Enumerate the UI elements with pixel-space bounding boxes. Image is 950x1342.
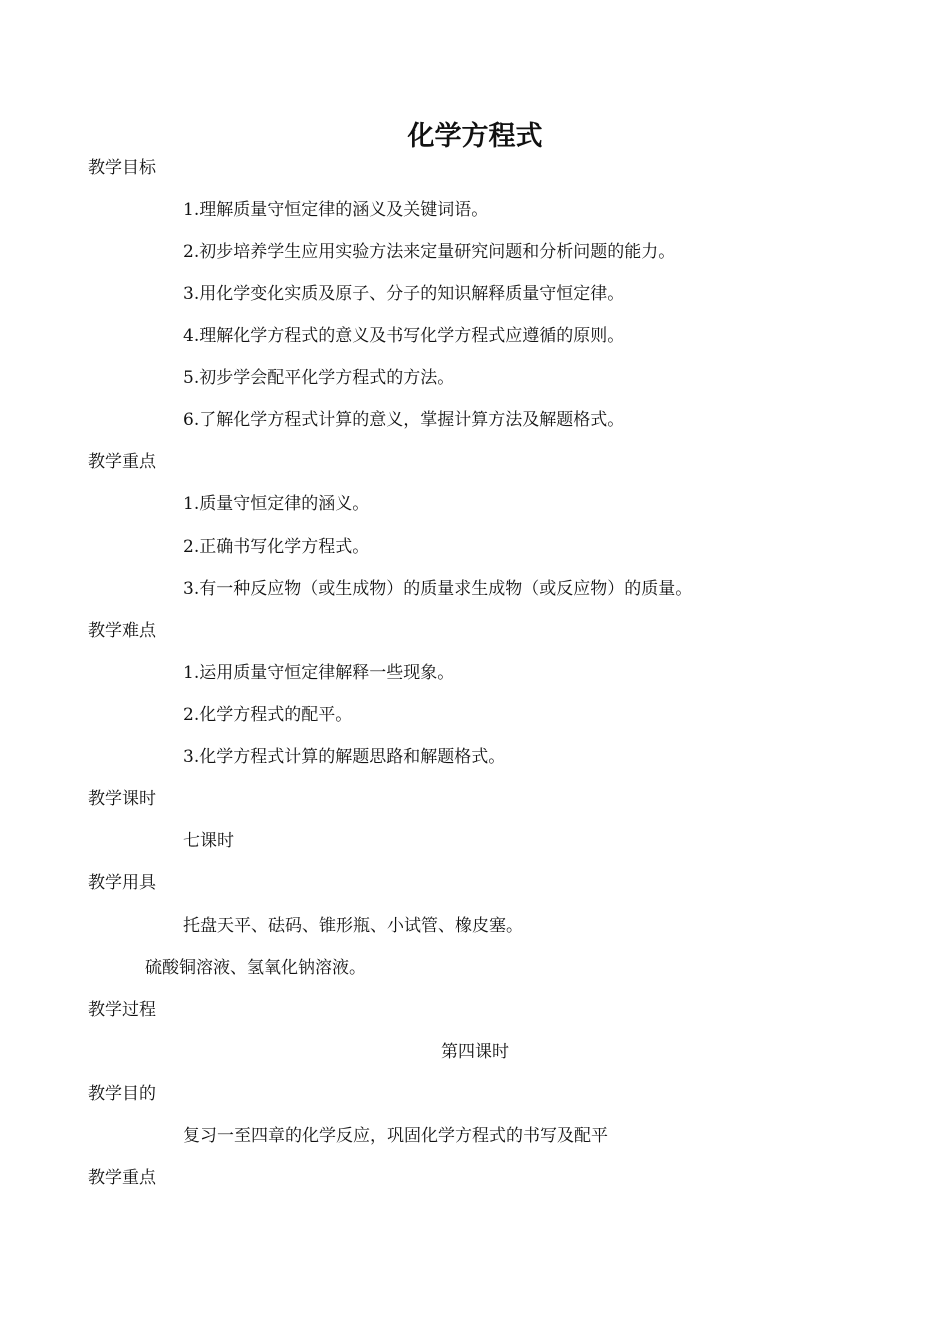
objective-item: 2.初步培养学生应用实验方法来定量研究问题和分析问题的能力。 (183, 242, 676, 262)
difficulty-item: 2.化学方程式的配平。 (183, 705, 353, 725)
key-point-item: 3.有一种反应物（或生成物）的质量求生成物（或反应物）的质量。 (183, 579, 693, 599)
objective-item: 3.用化学变化实质及原子、分子的知识解释质量守恒定律。 (183, 284, 625, 304)
section-heading-objectives: 教学目标 (88, 158, 156, 178)
hours-value: 七课时 (183, 831, 234, 851)
purpose-value: 复习一至四章的化学反应，巩固化学方程式的书写及配平 (183, 1126, 608, 1146)
section-heading-hours: 教学课时 (88, 789, 156, 809)
objective-item: 6.了解化学方程式计算的意义，掌握计算方法及解题格式。 (183, 410, 625, 430)
section-heading-purpose: 教学目的 (88, 1084, 156, 1104)
key-point-item: 2.正确书写化学方程式。 (183, 537, 370, 557)
difficulty-item: 3.化学方程式计算的解题思路和解题格式。 (183, 747, 506, 767)
lesson-title: 第四课时 (441, 1042, 509, 1062)
section-heading-key-points: 教学重点 (88, 452, 156, 472)
section-heading-difficulties: 教学难点 (88, 621, 156, 641)
section-heading-process: 教学过程 (88, 1000, 156, 1020)
section-heading-tools: 教学用具 (88, 873, 156, 893)
difficulty-item: 1.运用质量守恒定律解释一些现象。 (183, 663, 455, 683)
tool-item: 硫酸铜溶液、氢氧化钠溶液。 (145, 958, 366, 978)
objective-item: 1.理解质量守恒定律的涵义及关键词语。 (183, 200, 489, 220)
objective-item: 4.理解化学方程式的意义及书写化学方程式应遵循的原则。 (183, 326, 625, 346)
document-title: 化学方程式 (407, 121, 543, 152)
objective-item: 5.初步学会配平化学方程式的方法。 (183, 368, 455, 388)
tool-item: 托盘天平、砝码、锥形瓶、小试管、橡皮塞。 (183, 916, 523, 936)
key-point-item: 1.质量守恒定律的涵义。 (183, 494, 370, 514)
section-heading-focus: 教学重点 (88, 1168, 156, 1188)
